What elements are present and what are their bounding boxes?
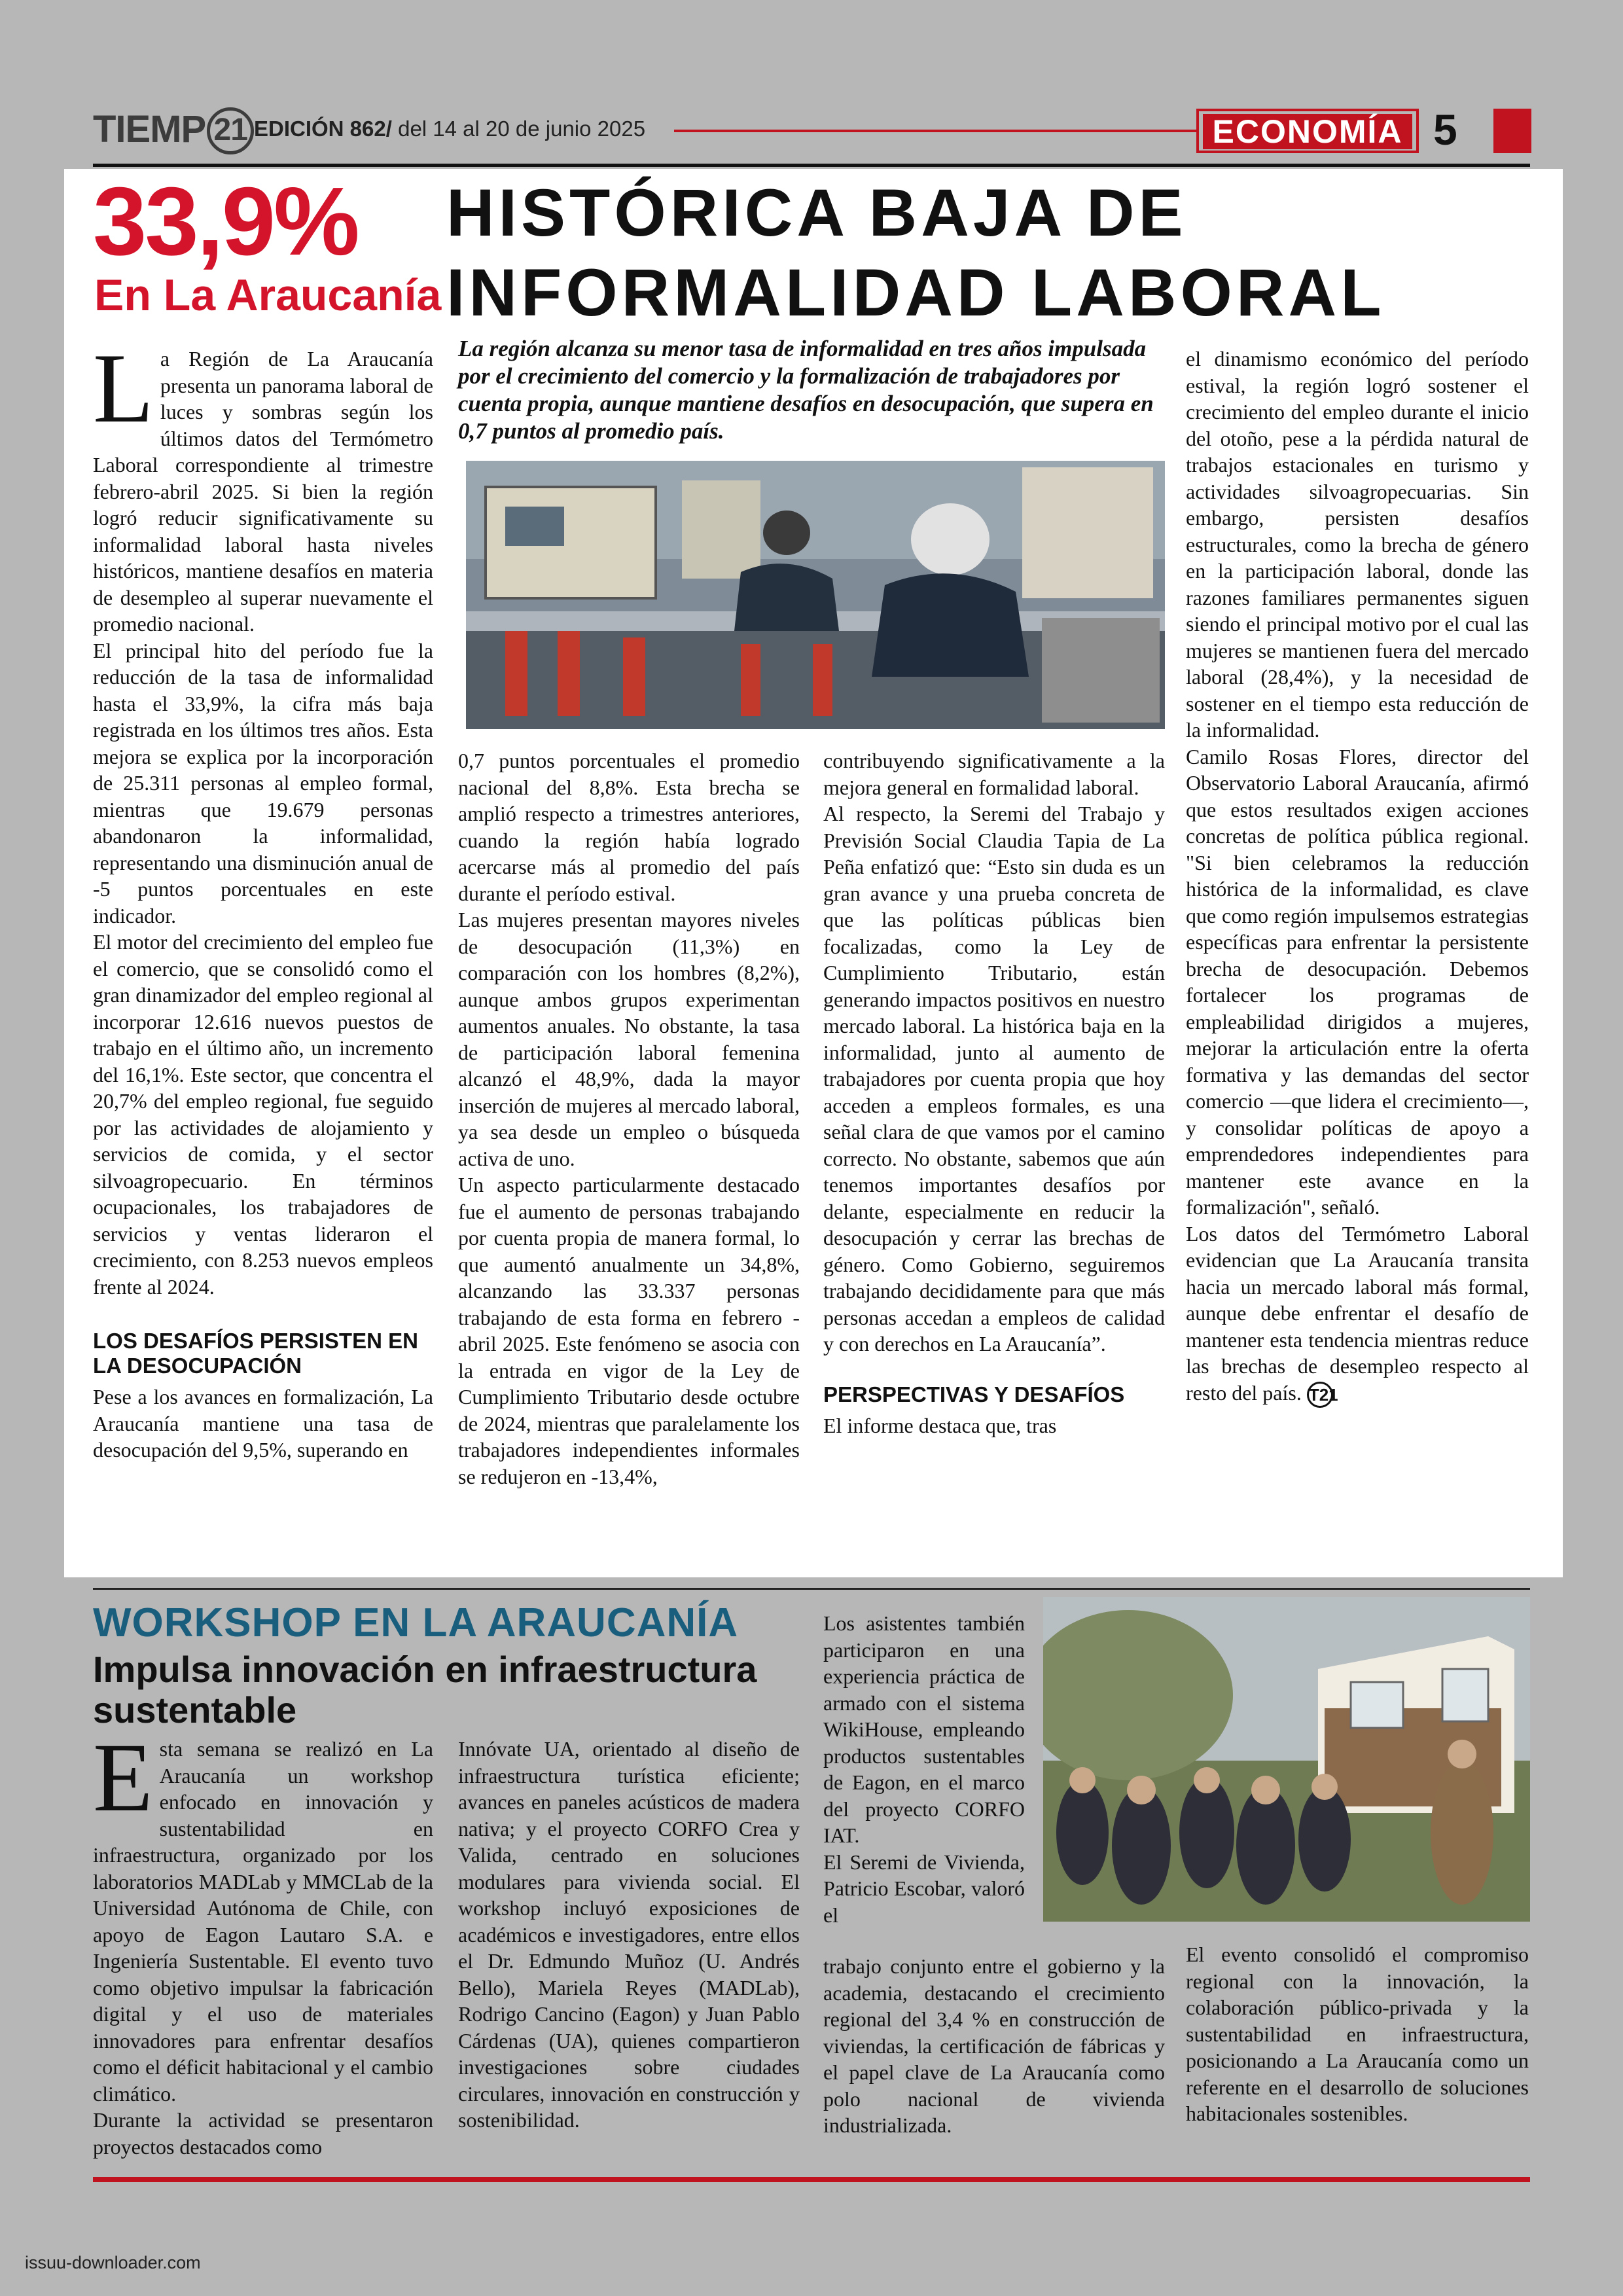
main-column-3 xyxy=(823,747,1165,1439)
paragraph: contribuyendo significativamente a la mejora general en formalidad laboral. xyxy=(823,749,1165,799)
main-column-2 xyxy=(458,747,800,1490)
watermark-text: issuu-downloader.com xyxy=(25,2253,201,2272)
workshop-column-1 xyxy=(93,1723,433,2160)
paragraph: a Región de La Araucanía presenta un panorama laboral de luces y sombras según los últimos datos del Termómetro Laboral correspondiente al trimestre febrero-abril 2025. Si bien la región logró reducir significativamente su informalidad laboral hasta niveles históricos, mantiene desafíos en materia de desempleo al superar nuevamente el promedio nacional. xyxy=(93,347,433,636)
workshop-photo-illustration xyxy=(1043,1597,1530,1922)
paragraph: Un aspecto particularmente destacado fue el aumento de personas trabajando por cuenta propia de manera formal, lo que aumentó anualmente un 34,8%, alcanzando las 33.337 personas trabajando de esta forma en febrero - abril 2025. Este fenómeno se asocia con la entrada en vigor de la Ley de Cumplimiento Tributario desde octubre de 2024, mientras que paralelamente los trabajadores independientes informales se redujeron en -13,4%, xyxy=(458,1173,800,1488)
workshop-column-2 xyxy=(458,1736,800,2134)
dropcap: L xyxy=(93,333,154,443)
page-number: 5 xyxy=(1433,105,1457,154)
paragraph: Durante la actividad se presentaron proyectos destacados como xyxy=(93,2108,433,2159)
section-divider xyxy=(93,1588,1530,1590)
headline-line-2: INFORMALIDAD LABORAL xyxy=(446,255,1385,330)
paragraph: El motor del crecimiento del empleo fue el comercio, que se consolidó como el gran dinamizador del empleo regional al incorporar 12.616 nuevos puestos de trabajo en el último año, un incremento del 16,1%. Este sector, que concentra el 20,7% del empleo regional, fue seguido por las actividades de alojamiento y servicios de comida, y el sector silvoagropecuario. En términos ocupacionales, los trabajadores de servicios y ventas lideraron el crecimiento, con 8.253 nuevos empleos frente al 2024. xyxy=(93,930,433,1299)
paragraph: El Seremi de Vivienda, Patricio Escobar, valoró el xyxy=(823,1850,1025,1927)
paragraph: El informe destaca que, tras xyxy=(823,1413,1057,1437)
main-column-1 xyxy=(93,333,433,1463)
stat-value: 33,9% xyxy=(93,168,358,276)
factory-photo-illustration xyxy=(466,461,1165,729)
article-end-mark: T21 xyxy=(1307,1382,1333,1408)
paragraph: Los asistentes también participaron en una experiencia práctica de armado con el sistema WikiHouse, empleando productos sustentables de Eagon, en el marco del proyecto CORFO IAT. xyxy=(823,1611,1025,1847)
workshop-column-4 xyxy=(1186,1941,1529,2127)
workshop-photo xyxy=(1043,1597,1530,1922)
workshop-column-3 xyxy=(823,1610,1025,1928)
headline-line-1: HISTÓRICA BAJA DE xyxy=(446,175,1187,250)
workshop-title: WORKSHOP EN LA ARAUCANÍA xyxy=(93,1600,739,1645)
edition-dates: del 14 al 20 de junio 2025 xyxy=(391,117,646,141)
paragraph: trabajo conjunto entre el gobierno y la academia, destacando el crecimiento regional del 3,4 % en construcción de viviendas, la certificación de fábricas y el papel clave de La Araucanía como polo nacional de vivienda industrializada. xyxy=(823,1954,1165,2137)
article-lead: La región alcanza su menor tasa de informalidad en tres años impulsada por el crecimiento del comercio y la formalización de trabajadores por cuenta propia, aunque mantiene desafíos en desocupación, que supera en 0,7 puntos al promedio país. xyxy=(458,336,1154,444)
dropcap: E xyxy=(93,1723,153,1832)
paragraph: Innóvate UA, orientado al diseño de infraestructura turística eficiente; avances en paneles acústicos de madera nativa; y el proyecto CORFO Crea y Valida, centrado en soluciones modulares para vivienda social. El workshop incluyó exposiciones de académicos e investigadores, entre ellos el Dr. Edmundo Muñoz (U. Andrés Bello), Mariela Reyes (MADLab), Rodrigo Cancino (Eagon) y Juan Pablo Cárdenas (UA), quienes compartieron investigaciones sobre ciudades circulares, innovación en construcción y sostenibilidad. xyxy=(458,1737,800,2132)
main-column-4 xyxy=(1186,346,1529,1408)
section-label-box xyxy=(1196,109,1419,153)
paragraph: Las mujeres presentan mayores niveles de desocupación (11,3%) en comparación con los hombres (8,2%), aunque ambos grupos experimentan aumentos anuales. No obstante, la tasa de participación laboral femenina alcanzó el 48,9%, dada la mayor inserción de mujeres al mercado laboral, ya sea desde un empleo o búsqueda activa de uno. xyxy=(458,908,800,1170)
publication-logo xyxy=(93,107,254,154)
header-red-block xyxy=(1493,109,1531,153)
logo-text: TIEMP xyxy=(93,108,206,151)
bottom-rule xyxy=(93,2177,1530,2182)
top-rule xyxy=(93,164,1530,167)
factory-photo xyxy=(466,461,1165,729)
header-divider xyxy=(674,130,1198,132)
section-label: ECONOMÍA xyxy=(1203,114,1412,149)
paragraph: Al respecto, la Seremi del Trabajo y Previsión Social Claudia Tapia de La Peña enfatizó que: “Esto sin duda es un gran avance y una prueba concreta de que las políticas públicas bien focalizadas, como la Ley de Cumplimiento Tributario, están generando impactos positivos en nuestro mercado laboral. La histórica baja en la informalidad, junto al aumento de trabajadores por cuenta propia que hoy acceden a empleos formales, es una señal clara de que vamos por el camino correcto. No obstante, sabemos que aún tenemos importantes desafíos por delante, especialmente en reducir la desocupación y cerrar las brechas de género. Como Gobierno, seguiremos trabajando decididamente para que más personas accedan a empleos de calidad y con derechos en La Araucanía”. xyxy=(823,802,1165,1355)
paragraph: 0,7 puntos porcentuales el promedio nacional del 8,8%. Esta brecha se amplió respecto a trimestres anteriores, cuando la región había logrado acercarse más al promedio del país durante el período estival. xyxy=(458,749,800,905)
paragraph: Camilo Rosas Flores, director del Observatorio Laboral Araucanía, afirmó que estos resultados exigen acciones concretas de política pública regional. "Si bien celebramos la reducción histórica de la informalidad, es clave que como región impulsemos estrategias específicas para enfrentar la persistente brecha de desocupación. Debemos fortalecer los programas de empleabilidad dirigidos a mujeres, mejorar la articulación entre la oferta formativa y las demandas del sector comercio —que lidera el crecimiento—, y consolidar políticas de apoyo a emprendedores independientes para mantener este avance en la formalización", señaló. xyxy=(1186,744,1529,1219)
workshop-column-3-continued xyxy=(823,1953,1165,2139)
subheading: LOS DESAFÍOS PERSISTEN EN LA DESOCUPACIÓN xyxy=(93,1329,418,1378)
edition-info xyxy=(254,117,645,141)
paragraph: El evento consolidó el compromiso regional con la innovación, la colaboración público-privada y la sustentabilidad en infraestructura, posicionando a La Araucanía como un referente en el desarrollo de soluciones habitacionales sostenibles. xyxy=(1186,1943,1529,2125)
paragraph: El principal hito del período fue la reducción de la tasa de informalidad hasta el 33,9%, la cifra más baja registrada en los últimos tres años. Esta mejora se explica por la incorporación de 25.311 personas al empleo formal, mientras que 19.679 personas abandonaron la informalidad, representando una disminución anual de -5 puntos porcentuales en este indicador. xyxy=(93,638,433,927)
edition-label: EDICIÓN 862/ xyxy=(254,117,392,141)
main-headline xyxy=(446,173,1559,332)
subheading: PERSPECTIVAS Y DESAFÍOS xyxy=(823,1382,1125,1407)
paragraph: el dinamismo económico del período estival, la región logró sostener el crecimiento del empleo durante el inicio del otoño, pese a la pérdida natural de trabajos estacionales en turismo y actividades silvoagropecuarias. Sin embargo, persisten desafíos estructurales, como la brecha de género en la participación laboral, donde las razones familiares permanentes siguen siendo el principal motivo por el cual las mujeres se mantienen fuera del mercado laboral (28,4%), y la necesidad de sostener en el tiempo esta reducción de la informalidad. xyxy=(1186,347,1529,742)
paragraph: sta semana se realizó en La Araucanía un workshop enfocado en innovación y sustentabilidad en infraestructura, organizado por los laboratorios MADLab y MMCLab de la Universidad Autónoma de Chile, con apoyo de Eagon Lautaro S.A. e Ingeniería Sustentable. El evento tuvo como objetivo impulsar la fabricación digital y el uso de materiales innovadores para enfrentar desafíos como el déficit habitacional y el cambio climático. xyxy=(93,1737,433,2106)
logo-badge: 21 xyxy=(207,107,254,154)
paragraph: Los datos del Termómetro Laboral evidencian que La Araucanía transita hacia un mercado laboral más formal, aunque debe enfrentar el desafío de mantener esta tendencia mientras reduce las brechas de desempleo respecto al resto del país. xyxy=(1186,1221,1529,1405)
paragraph: Pese a los avances en formalización, La Araucanía mantiene una tasa de desocupación del 9,5%, superando en xyxy=(93,1385,433,1462)
stat-region: En La Araucanía xyxy=(94,270,442,320)
workshop-subtitle: Impulsa innovación en infraestructura sustentable xyxy=(93,1649,757,1731)
